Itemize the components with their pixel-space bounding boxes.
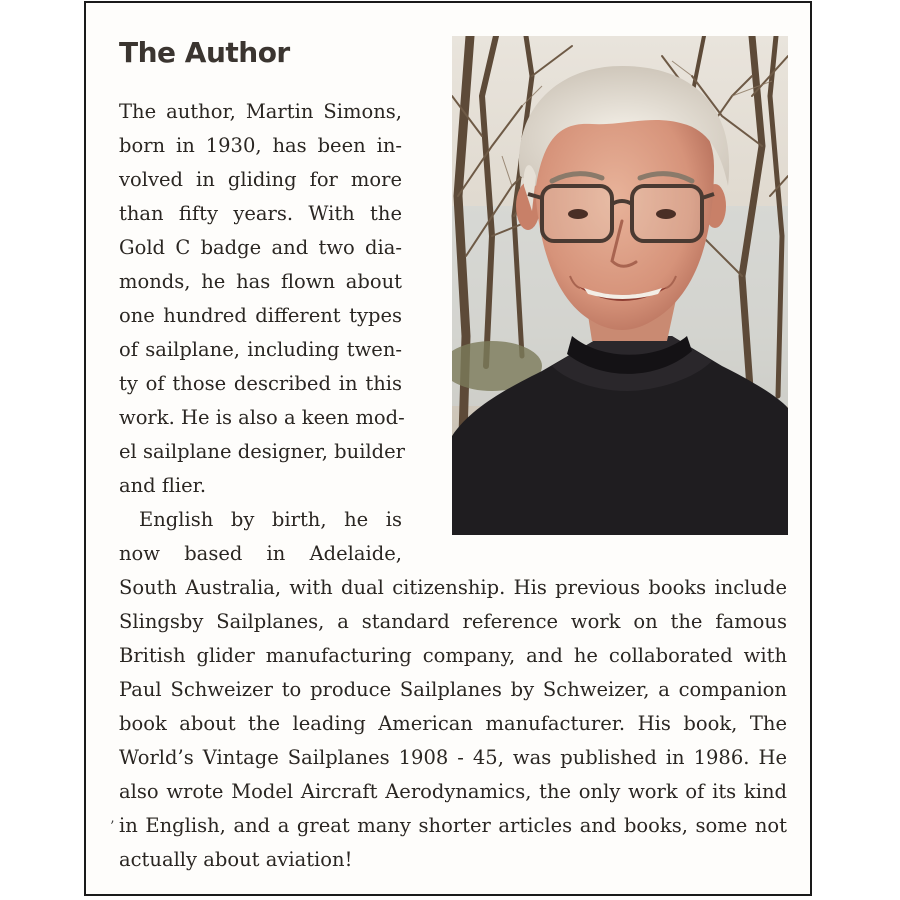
text-line: British glider manufacturing company, and he collaborated with — [119, 644, 787, 667]
text-line: born in 1930, has been in- — [119, 134, 402, 157]
text-line: Slingsby Sailplanes, a standard reference work on the famous — [119, 610, 787, 633]
text-line: also wrote Model Aircraft Aerodynamics, the only work of its kind — [119, 780, 787, 803]
text-line: actually about aviation! — [119, 848, 353, 871]
author-photo — [452, 36, 788, 535]
text-line: Gold C badge and two dia- — [119, 236, 402, 259]
author-portrait-image — [452, 36, 788, 535]
text-line: The author, Martin Simons, — [119, 100, 402, 123]
text-line: and flier. — [119, 474, 207, 497]
text-line: work. He is also a keen mod- — [119, 406, 405, 429]
text-line: ty of those described in this — [119, 372, 402, 395]
text-line: volved in gliding for more — [119, 168, 402, 191]
text-line: of sailplane, including twen- — [119, 338, 402, 361]
page-title: The Author — [119, 36, 290, 69]
text-line: English by birth, he is — [139, 508, 402, 531]
text-line: el sailplane designer, builder — [119, 440, 406, 463]
text-line: Paul Schweizer to produce Sailplanes by Schweizer, a companion — [119, 678, 787, 701]
text-line: one hundred different types — [119, 304, 402, 327]
text-line: in English, and a great many shorter articles and books, some not — [119, 814, 787, 837]
text-line: monds, he has flown about — [119, 270, 402, 293]
text-line: book about the leading American manufacturer. His book, The — [119, 712, 787, 735]
text-line: South Australia, with dual citizenship. His previous books include — [119, 576, 787, 599]
stray-mark: ’ — [110, 819, 115, 835]
text-line: now based in Adelaide, — [119, 542, 402, 565]
book-page — [84, 1, 812, 896]
text-line: than fifty years. With the — [119, 202, 402, 225]
text-line: World’s Vintage Sailplanes 1908 - 45, was published in 1986. He — [119, 746, 787, 769]
